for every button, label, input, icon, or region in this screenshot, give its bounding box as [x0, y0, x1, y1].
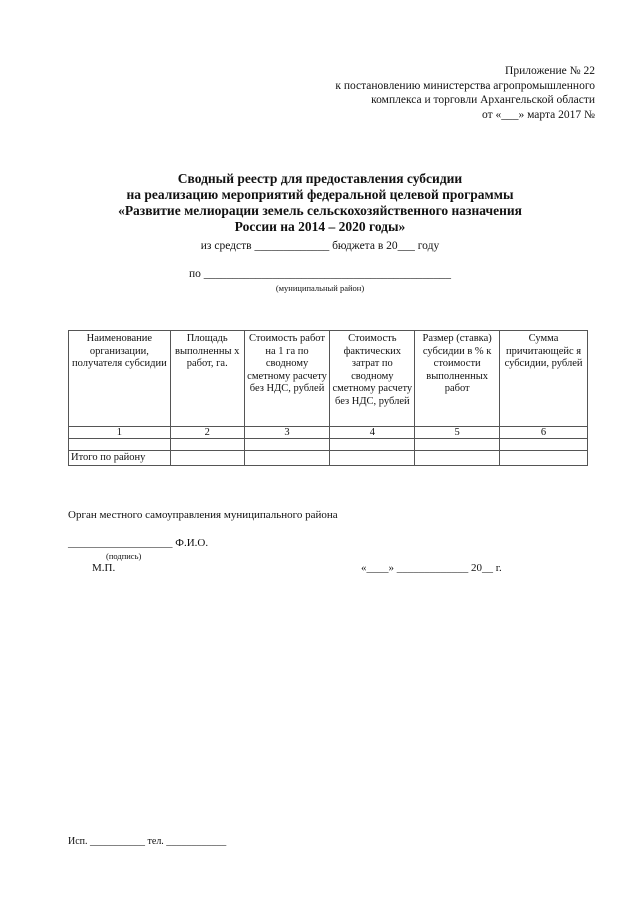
header-subsidy-amount: Сумма причитающейс я субсидии, рублей: [500, 331, 588, 427]
table-cell[interactable]: [244, 439, 330, 451]
title-line-4: России на 2014 – 2020 годы»: [234, 219, 406, 234]
title-line-1: Сводный реестр для предоставления субсидии: [177, 171, 463, 186]
column-number: 1: [69, 427, 171, 439]
header-subsidy-rate: Размер (ставка) субсидии в % к стоимости выполненных работ: [415, 331, 500, 427]
table-cell[interactable]: [244, 451, 330, 466]
executor-line: Исп. ___________ тел. ____________: [68, 836, 227, 847]
signature-caption: (подпись): [106, 551, 142, 561]
appendix-date-line: от «___» марта 2017 №: [481, 108, 595, 121]
table-cell[interactable]: [415, 451, 500, 466]
title-line-2: на реализацию мероприятий федеральной целевой программы: [126, 187, 514, 202]
registry-table: [68, 330, 588, 466]
column-number: 6: [500, 427, 588, 439]
table-cell[interactable]: [500, 451, 588, 466]
total-row: [69, 451, 588, 466]
column-number: 4: [330, 427, 415, 439]
total-label: Итого по району: [69, 451, 171, 466]
stamp-label: М.П.: [92, 562, 116, 574]
table-cell[interactable]: [69, 439, 171, 451]
signature-line: ___________________ Ф.И.О.: [68, 537, 209, 549]
title-line-3: «Развитие мелиорации земель сельскохозяйственного назначения: [118, 203, 522, 218]
table-cell[interactable]: [415, 439, 500, 451]
column-number: 3: [244, 427, 330, 439]
authority-line: Орган местного самоуправления муниципального района: [68, 509, 338, 521]
table-cell[interactable]: [330, 451, 415, 466]
header-actual-cost: Стоимость фактических затрат по сводному сметному расчету без НДС, рублей: [330, 331, 415, 427]
appendix-resolution-line: к постановлению министерства агропромышленного: [335, 79, 595, 92]
header-area: Площадь выполненны х работ, га.: [170, 331, 244, 427]
table-cell[interactable]: [170, 451, 244, 466]
date-line: «____» _____________ 20__ г.: [361, 562, 502, 574]
column-number: 2: [170, 427, 244, 439]
district-line: по ___________________________________________: [188, 268, 452, 280]
header-cost-per-ha: Стоимость работ на 1 га по сводному сметному расчету без НДС, рублей: [244, 331, 330, 427]
table-cell[interactable]: [170, 439, 244, 451]
table-cell[interactable]: [500, 439, 588, 451]
appendix-ministry-line: комплекса и торговли Архангельской области: [371, 94, 595, 106]
column-number: 5: [415, 427, 500, 439]
table-cell[interactable]: [330, 439, 415, 451]
document-title: [0, 171, 640, 235]
funds-line: из средств _____________ бюджета в 20___ году: [200, 240, 440, 252]
table-row: [69, 439, 588, 451]
appendix-header: [335, 64, 595, 122]
district-caption: (муниципальный район): [275, 283, 365, 293]
column-number-row: [69, 427, 588, 439]
appendix-number: Приложение № 22: [505, 65, 595, 77]
table-header-row: [69, 331, 588, 427]
header-organization: Наименование организации, получателя субсидии: [69, 331, 171, 427]
